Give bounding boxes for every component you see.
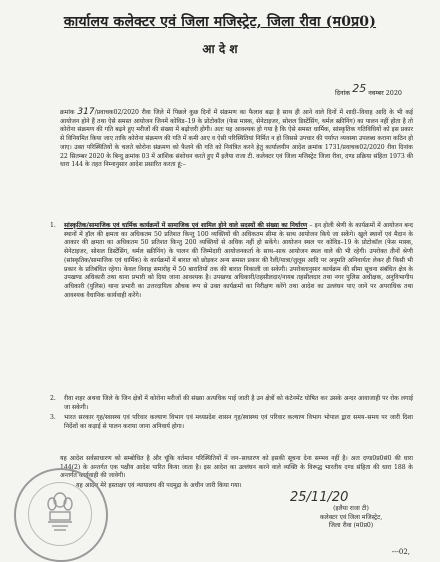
item-number: 3. xyxy=(50,414,56,421)
signatory-designation: कलेक्टर एवं जिला मजिस्ट्रेट, xyxy=(319,513,383,521)
item-text: – इन होली श्रेणी के कार्यक्रमों में आयोजन बन्द स्थानों में हॉल की क्षमता का अधिकतम 50 प्रतिशत किन्तु 100 व्यक्तियों की अधिकतम सीमा के साथ आयोजन किये जा सकेंगे। खुले स्थानों एवं मैदान के आकार की क्षमता का अधिकतम 50 प्रतिशत किन्तु 200 व्यक्तियों से अधिक नहीं हो सकेंगे। आयोजन स्थल पर कोविड–19 के प्रोटोकॉल (फेस मास्क, सेनेटाइजर, सोशल डिस्टेंसिंग, थर्मल स्क्रीनिंग) के पालन की जिम्मेदारी आयोजनकर्ता के साथ–साथ आयोजन स्थल वाले की भी रहेगी। उपरोक्त तीनों श्रेणी (सांस्कृतिक/सामाजिक एवं धार्मिक) के कार्यक्रमों में बारात को छोड़कर अन्य समस्त प्रकार की रैली/यात्रा/जुलूस आदि पर अनुमति अनिवार्यतः लेकर ही किसी भी प्रकार के प्रतिबंधित रहेगा। केवल विवाह समारोह में 50 बारातियों तक की बारात निकाली जा सकेगी। उपरोक्तानुसार कार्यक्रम की सीमा सूचना संबंधित क्षेत्र के उपखण्ड अधिकारी तथा थाना प्रभारी को दिया जाना आवश्यक है। उपखण्ड अधिकारी/तहसीलदार/नायब तहसीलदार तथा नगर पुलिस अधीक्षक, अनुविभागीय अधिकारी (पुलिस) थाना प्रभारी का उत्तरदायित्व औचक रूप से उक्त कार्यक्रमों का निरीक्षण करेंगे तथा आदेश का उल्लंघन पाए जाने पर अपराधिक तथा आवश्यक वैधानिक कार्यवाही करेंगे। xyxy=(64,222,413,299)
item-number: 2. xyxy=(50,395,56,402)
date-rest: नवम्बर 2020 xyxy=(368,89,402,97)
date-day-handwritten: 25 xyxy=(352,82,367,95)
closing-paragraph-1: यह आदेश सर्वसाधारण को सम्बोधित है और चूंकि वर्तमान परिस्थितियों में जन–साधारण को इसकी सूचना देना सम्भव नहीं है। अतः दण्ड0प्र0सं0 की धारा 144(2) के अन्तर्गत एक पक्षीय आदेश पारित किया जाता है। इस आदेश का उल्लंघन करने वाले व्यक्ति के विरूद्ध भारतीय दण्ड संहिता की धारा 188 के अन्तर्गत कार्यवाही की जावेगी। xyxy=(60,455,413,480)
list-item xyxy=(50,222,413,300)
order-date xyxy=(334,82,402,98)
ref-prefix: क्रमांक xyxy=(60,109,75,116)
item-text: रीवा शहर अथवा जिले के जिन क्षेत्रों में कोरोना मरीजों की संख्या अत्यधिक पाई जाती है उन क्षेत्रों को कंटेनमेंट घोषित कर उसके अन्दर आवाजाही पर रोक लगाई जा सकेगी। xyxy=(64,395,413,411)
signatory-name: (इलैया राजा टी) xyxy=(333,505,369,512)
item-number: 1. xyxy=(50,222,56,229)
item-text: भारत सरकार गृह/स्वास्थ्य एवं परिवार कल्याण विभाग एवं मध्यप्रदेश शासन गृह/स्वास्थ्य एवं परिवार कल्याण विभाग भोपाल द्वारा समय–समय पर जारी दिशा निर्देशों का कड़ाई से पालन कराया जाना अनिवार्य होगा। xyxy=(64,414,413,430)
list-item xyxy=(50,414,413,431)
intro-text: /प्रवाचक02/2020 रीवा जिले में पिछले कुछ दिनों में संक्रमण का फैलाव बढ़ा है साथ ही आने वाले दिनों में शादी–विवाह आदि के भी कई आयोजन होने हैं तथा ऐसे समस्त आयोजन जिनमें कोविड–19 के प्रोटोकॉल (फेस मास्क, सेनेटाइजर, सोशल डिस्टेंसिंग, थर्मल स्क्रीनिंग) का पालन नहीं होता है तो कोरोना संक्रमण की गति बढ़ने हुए मरीजों की संख्या में बढ़ोत्तरी होगी। अतः यह आवश्यक हो गया है कि ऐसे समस्त धार्मिक, सांस्कृतिक गतिविधियों को इस प्रकार से विनियमित किया जाए ताकि कोरोना संक्रमण की गति में कमी आए व ऐसी परिस्थितियां निर्मित न हो जिससे उपचार की पर्याप्त व्यवस्था उपलब्ध कराना कठिन हो जाए। उक्त परिस्थितियों के चलते कोरोना संक्रमण को फैलने की गति को नियंत्रित करने हेतु कार्यालयीन आदेश क्रमांक 1731/प्रवाचक02/2020 रीवा दिनांक 22 सितम्बर 2020 के बिन्दु क्रमांक 03 में आंशिक संशोधन करते हुए मैं इलैया राजा टी. कलेक्टर एवं जिला मजिस्ट्रेट जिला रीवा, दण्ड प्रक्रिया संहिता 1973 की धारा 144 के तहत निम्नानुसार आदेश प्रसारित करता हूं:– xyxy=(60,109,414,169)
page-marker: ---02, xyxy=(391,548,410,556)
order-title: आ दे श xyxy=(202,42,238,56)
closing-paragraph-2: यह आदेश मेरे हस्ताक्षर एवं न्यायालय की पदमुद्रा के अधीन जारी किया गया। xyxy=(76,482,242,489)
signature xyxy=(290,486,410,505)
order-item-2 xyxy=(50,395,413,413)
signatory-district: जिला रीवा (म0प्र0) xyxy=(328,522,374,530)
order-item-3 xyxy=(50,414,413,432)
intro-paragraph xyxy=(60,108,413,170)
signature-scribble: 25/11/20 xyxy=(290,490,349,505)
office-header: कार्यालय कलेक्टर एवं जिला मजिस्ट्रेट, जिला रीवा (म0प्र0) xyxy=(63,14,377,30)
ref-number-handwritten: 317 xyxy=(77,107,95,117)
date-prefix: दिनांक xyxy=(334,89,351,97)
official-seal-icon xyxy=(14,468,108,562)
signatory-block xyxy=(288,505,414,531)
order-item-1 xyxy=(50,222,413,301)
emblem-icon xyxy=(42,490,78,538)
list-item xyxy=(50,395,413,412)
item-heading: सांस्कृतिक/सामाजिक एवं धार्मिक कार्यक्रमों में सामाजिक एवं शामिल होने वाले सदस्यों की संख्या का निर्धारण xyxy=(64,222,308,229)
